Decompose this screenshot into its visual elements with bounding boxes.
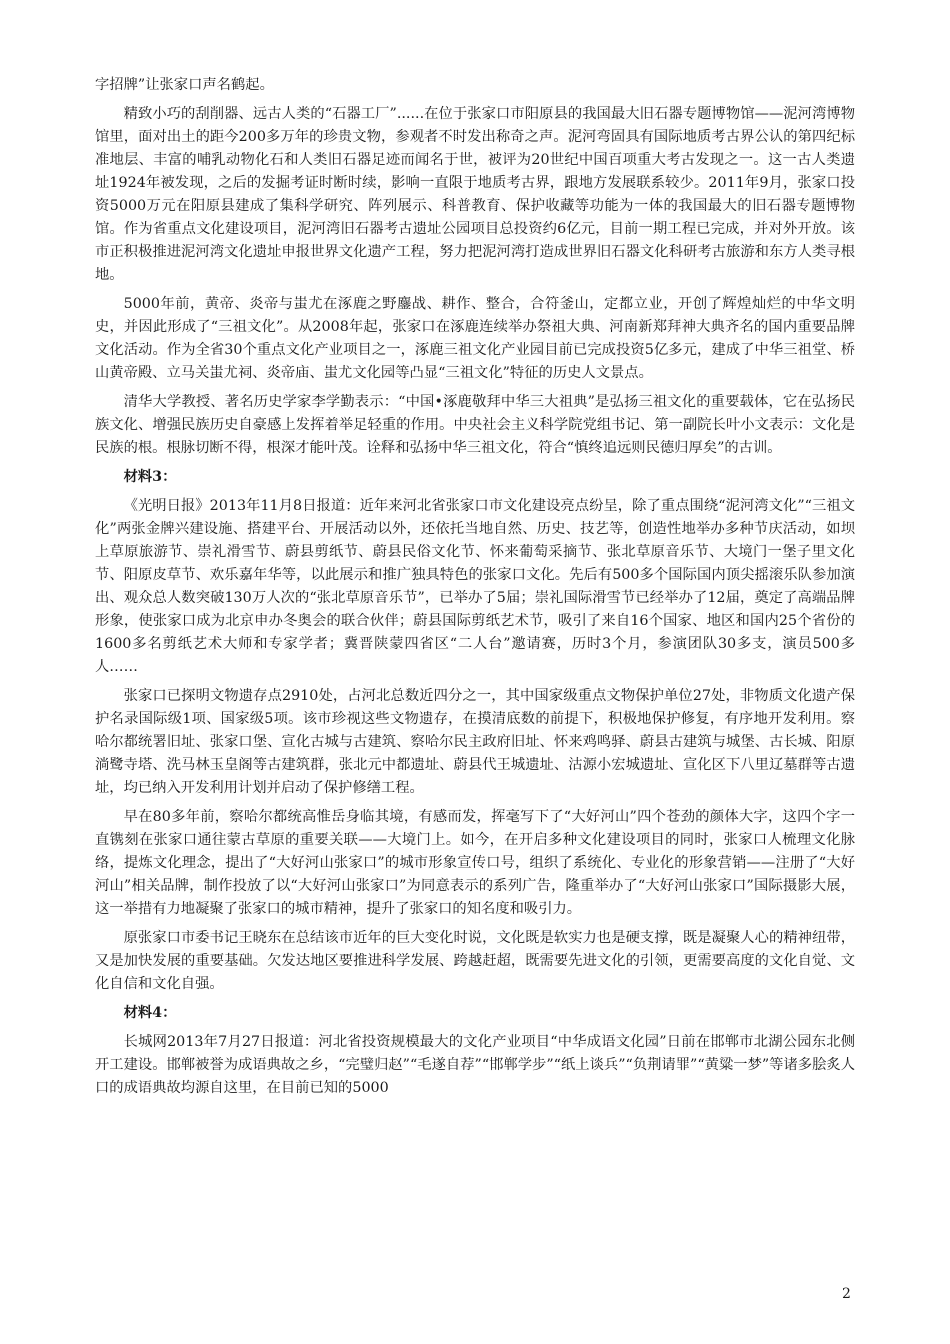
paragraph-cultural-relics: 张家口已探明文物遗存点2910处，占河北总数近四分之一，其中国家级重点文物保护单位27处，非物质文化遗产保护名录国际级1项、国家级5项。该市珍视这些文物遗存，在摸清底数的前提下，积极地保护修复，有序地开发利用。察哈尔都统署旧址、张家口堡、宣化古城与古建筑、察哈尔民主政府旧址、怀来鸡鸣驿、蔚县古建筑与城堡、古长城、阳原淌鹭寺塔、洗马林玉皇阁等古建筑群，张北元中都遗址、蔚县代王城遗址、沽源小宏城遗址、宣化区下八里辽墓群等古遗址，均已纳入开发利用计划并启动了保护修缮工程。 xyxy=(95,688,855,796)
document-body xyxy=(95,74,855,1106)
page-number: 2 xyxy=(842,1286,851,1302)
paragraph-guangming-report: 《光明日报》2013年11月8日报道：近年来河北省张家口市文化建设亮点纷呈，除了重点围绕“泥河湾文化”“三祖文化”两张金牌兴建设施、搭建平台、开展活动以外，还依托当地自然、历史、技艺等，创造性地举办多种节庆活动，如坝上草原旅游节、崇礼滑雪节、蔚县剪纸节、蔚县民俗文化节、怀来葡萄采摘节、张北草原音乐节、大境门一堡子里文化节、阳原皮草节、欢乐嘉年华等，以此展示和推广独具特色的张家口文化。先后有500多个国际国内顶尖摇滚乐队参加演出、观众总人数突破130万人次的“张北草原音乐节”，已举办了5届；崇礼国际滑雪节已经举办了12届，奠定了高端品牌形象，使张家口成为北京申办冬奥会的联合伙伴；蔚县国际剪纸艺术节，吸引了来自16个国家、地区和国内25个省份的1600多名剪纸艺术大师和专家学者；冀晋陕蒙四省区“二人台”邀请赛，历时3个月，参演团队30多支，演员500多人…… xyxy=(95,498,855,675)
section-heading-material-4: 材料4： xyxy=(123,1005,177,1021)
section-heading-material-3: 材料3： xyxy=(123,469,177,485)
paragraph-wang-xiaodong: 原张家口市委书记王晓东在总结该市近年的巨大变化时说，文化既是软实力也是硬支撑，既是凝聚人心的精神纽带，又是加快发展的重要基础。欠发达地区要推进科学发展、跨越赶超，既需要先进文化的引领，更需要高度的文化自觉、文化自信和文化自强。 xyxy=(95,930,855,992)
paragraph-changcheng-report: 长城网2013年7月27日报道：河北省投资规模最大的文化产业项目“中华成语文化园”日前在邯郸市北湖公园东北侧开工建设。邯郸被誉为成语典故之乡，“完璧归赵”“毛遂自荐”“邯郸学步”“纸上谈兵”“负荆请罪”“黄粱一梦”等诸多脍炙人口的成语典故均源自这里，在目前已知的5000 xyxy=(95,1034,855,1096)
paragraph-dahao-heshan: 早在80多年前，察哈尔都统高惟岳身临其境，有感而发，挥毫写下了“大好河山”四个苍劲的颜体大字，这四个字一直镌刻在张家口通往蒙古草原的重要关联——大境门上。如今，在开启多种文化建设项目的同时，张家口人梳理文化脉络，提炼文化理念，提出了“大好河山张家口”的城市形象宣传口号，组织了系统化、专业化的形象营销——注册了“大好河山”相关品牌，制作投放了以“大好河山张家口”为同意表示的系列广告，隆重举办了“大好河山张家口”国际摄影大展，这一举措有力地凝聚了张家口的城市精神，提升了张家口的知名度和吸引力。 xyxy=(95,809,855,917)
paragraph-nihewan: 精致小巧的刮削器、远古人类的“石器工厂”......在位于张家口市阳原县的我国最大旧石器专题博物馆——泥河湾博物馆里，面对出土的距今200多万年的珍贵文物，参观者不时发出称奇之声。泥河弯固具有国际地质考古界公认的第四纪标准地层、丰富的哺乳动物化石和人类旧石器足迹而闻名于世，被评为20世纪中国百项重大考古发现之一。这一古人类遗址1924年被发现，之后的发掘考证时断时续，影响一直限于地质考古界，跟地方发展联系较少。2011年9月，张家口投资5000万元在阳原县建成了集科学研究、阵列展示、科普教育、保护收藏等功能为一体的我国最大的旧石器专题博物馆。作为省重点文化建设项目，泥河湾旧石器考古遗址公园项目总投资约6亿元，目前一期工程已完成，并对外开放。该市正积极推进泥河湾文化遗址申报世界文化遗产工程，努力把泥河湾打造成世界旧石器文化科研考古旅游和东方人类寻根地。 xyxy=(95,106,855,283)
paragraph-expert-comments: 清华大学教授、著名历史学家李学勤表示：“中国•涿鹿敬拜中华三大祖典”是弘扬三祖文化的重要载体，它在弘扬民族文化、增强民族历史自豪感上发挥着举足轻重的作用。中央社会主义科学院党组书记、第一副院长叶小文表示：文化是民族的根。根脉切断不得，根深才能叶茂。诠释和弘扬中华三祖文化，符合“慎终追远则民德归厚矣”的古训。 xyxy=(95,394,855,456)
paragraph-continuation: 字招牌”让张家口声名鹤起。 xyxy=(95,77,274,93)
paragraph-sanzu-culture: 5000年前，黄帝、炎帝与蚩尤在涿鹿之野鏖战、耕作、整合，合符釜山，定都立业，开创了辉煌灿烂的中华文明史，并因此形成了“三祖文化”。从2008年起，张家口在涿鹿连续举办祭祖大典、河南新郑拜神大典齐名的国内重要品牌文化活动。作为全省30个重点文化产业项目之一，涿鹿三祖文化产业园目前已完成投资5亿多元，建成了中华三祖堂、桥山黄帝殿、立马关蚩尤祠、炎帝庙、蚩尤文化园等凸显“三祖文化”特征的历史人文景点。 xyxy=(95,296,855,381)
